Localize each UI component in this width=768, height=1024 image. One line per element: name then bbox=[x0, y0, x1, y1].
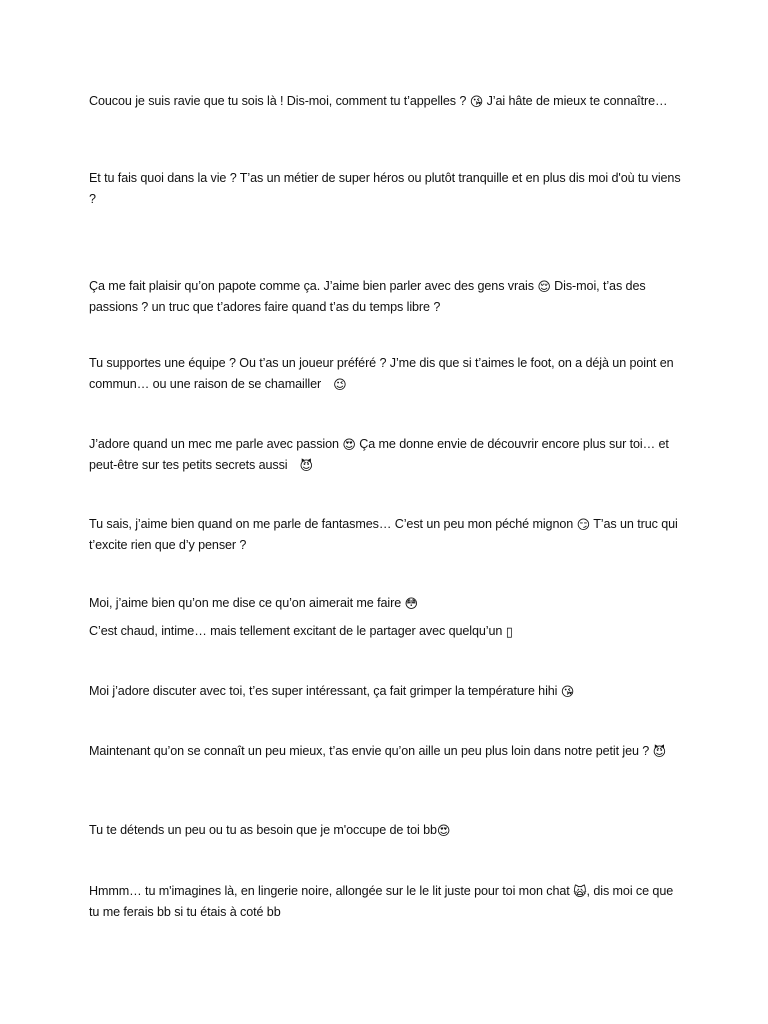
message-text: Et tu fais quoi dans la vie ? T’as un métier de super héros ou plutôt tranquille et en plus dis moi d'où tu viens ? bbox=[89, 171, 681, 206]
message-text: Coucou je suis ravie que tu sois là ! Dis-moi, comment tu t’appelles ? bbox=[89, 94, 467, 108]
wink-emoji-icon: 😉 bbox=[333, 378, 347, 393]
message-text: , dis moi ce que tu me ferais bb si tu étais à coté bb bbox=[89, 884, 674, 919]
message-6 bbox=[89, 514, 685, 556]
message-text: Tu supportes une équipe ? Ou t’as un joueur préféré ? J’me dis que si t’aimes le foot, on a déjà un point en commun… ou une raison de se chamailler bbox=[89, 356, 674, 391]
message-12 bbox=[89, 881, 685, 923]
message-text: Moi j’adore discuter avec toi, t’es super intéressant, ça fait grimper la température hihi bbox=[89, 684, 558, 698]
heart-eyes-emoji-icon: 😍 bbox=[436, 824, 451, 839]
message-4 bbox=[89, 353, 685, 395]
message-5 bbox=[89, 434, 685, 476]
message-text: J’ai hâte de mieux te connaître… bbox=[486, 94, 668, 108]
message-9 bbox=[89, 681, 685, 702]
message-text: Ça me donne envie de découvrir encore plus sur toi… et peut-être sur tes petits secrets aussi bbox=[89, 437, 669, 472]
message-text: Tu te détends un peu ou tu as besoin que je m'occupe de toi bb bbox=[89, 823, 437, 837]
message-1 bbox=[89, 91, 685, 112]
message-text: C’est chaud, intime… mais tellement excitant de le partager avec quelqu’un bbox=[89, 624, 503, 638]
devil-emoji-icon: 😈 bbox=[652, 745, 667, 760]
message-2 bbox=[89, 168, 685, 210]
message-text: J’adore quand un mec me parle avec passion bbox=[89, 437, 339, 451]
kiss-emoji-icon: 😘 bbox=[469, 95, 484, 110]
message-text: Hmmm… tu m'imagines là, en lingerie noire, allongée sur le le lit juste pour toi mon chat bbox=[89, 884, 570, 898]
kiss-emoji-icon: 😘 bbox=[560, 685, 575, 700]
relieved-emoji-icon: 😌 bbox=[537, 280, 551, 295]
weary-cat-emoji-icon: 🙀 bbox=[573, 885, 587, 900]
message-7 bbox=[89, 593, 685, 614]
message-10 bbox=[89, 741, 685, 762]
message-11 bbox=[89, 820, 685, 841]
message-8 bbox=[89, 621, 685, 642]
message-text: Moi, j’aime bien qu’on me dise ce qu’on aimerait me faire bbox=[89, 596, 402, 610]
message-text: T’as un truc qui t’excite rien que d’y penser ? bbox=[89, 517, 678, 552]
message-text: Dis-moi, t’as des passions ? un truc que t’adores faire quand t’as du temps libre ? bbox=[89, 279, 646, 314]
devil-emoji-icon: 😈 bbox=[299, 459, 313, 474]
message-3 bbox=[89, 276, 685, 318]
heart-eyes-emoji-icon: 😍 bbox=[342, 438, 356, 453]
smirk-emoji-icon: 😏 bbox=[576, 518, 591, 533]
message-text: Maintenant qu’on se connaît un peu mieux, t’as envie qu’on aille un peu plus loin dans notre petit jeu ? bbox=[89, 744, 650, 758]
message-text: Tu sais, j’aime bien quand on me parle de fantasmes… C’est un peu mon péché mignon bbox=[89, 517, 574, 531]
missing-glyph-icon: ▯ bbox=[505, 625, 513, 640]
flushed-emoji-icon: 😳 bbox=[404, 597, 418, 612]
message-text: Ça me fait plaisir qu’on papote comme ça. J’aime bien parler avec des gens vrais bbox=[89, 279, 534, 293]
